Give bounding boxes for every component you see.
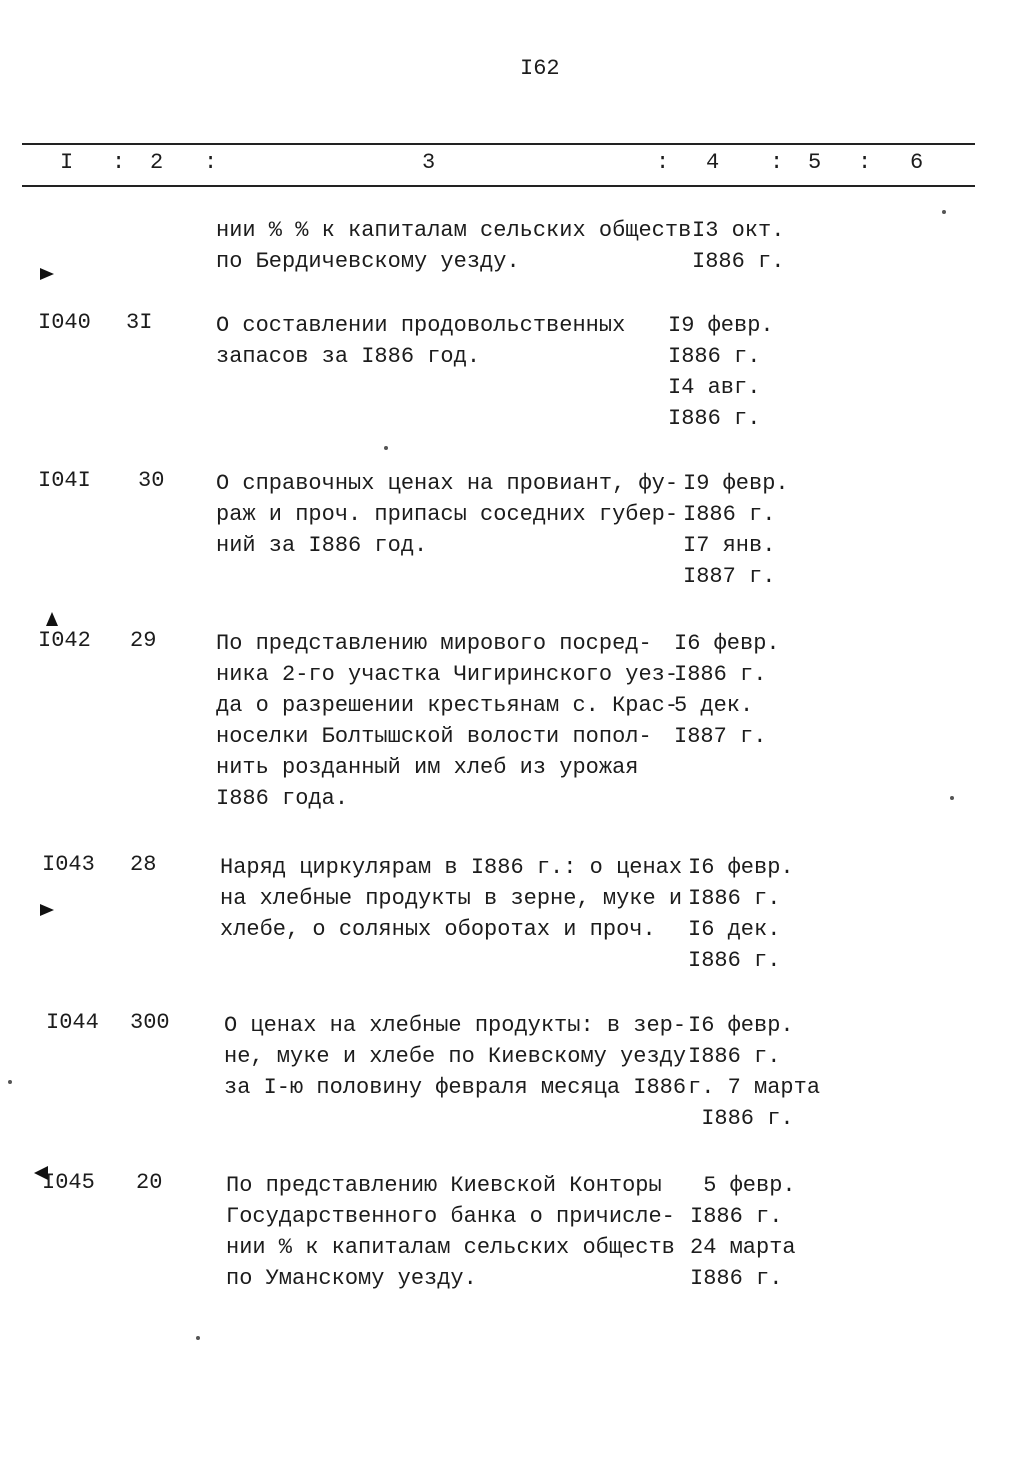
record-dates bbox=[690, 1170, 850, 1294]
margin-mark bbox=[40, 268, 54, 280]
description-line: По представлению мирового посред- bbox=[216, 631, 652, 656]
column-header-5: 5 bbox=[808, 150, 822, 175]
margin-mark bbox=[46, 612, 58, 626]
description-line: нии % % к капиталам сельских обществ bbox=[216, 218, 692, 243]
date-line: I886 г. bbox=[688, 886, 781, 911]
record-number: I045 bbox=[42, 1170, 95, 1195]
record-number: I044 bbox=[46, 1010, 99, 1035]
record-dates bbox=[692, 215, 852, 277]
record-description bbox=[216, 310, 686, 372]
scan-speck bbox=[196, 1336, 200, 1340]
description-line: О составлении продовольственных bbox=[216, 313, 626, 338]
description-line: О ценах на хлебные продукты: в зер- bbox=[224, 1013, 687, 1038]
column-separator: : bbox=[770, 150, 784, 175]
column-header-4: 4 bbox=[706, 150, 720, 175]
description-line: да о разрешении крестьянам с. Крас- bbox=[216, 693, 679, 718]
scan-speck bbox=[8, 1080, 12, 1084]
column-separator: : bbox=[204, 150, 218, 175]
record-description bbox=[216, 468, 686, 561]
description-line: ника 2-го участка Чигиринского уез- bbox=[216, 662, 679, 687]
description-line: Государственного банка о причисле- bbox=[226, 1204, 675, 1229]
date-line: I886 г. bbox=[668, 406, 761, 431]
scan-speck bbox=[384, 446, 388, 450]
date-line: I886 г. bbox=[690, 1266, 783, 1291]
description-line: не, муке и хлебе по Киевскому уезду bbox=[224, 1044, 687, 1069]
date-line: I886 г. bbox=[688, 948, 781, 973]
description-line: по Бердичевскому уезду. bbox=[216, 249, 520, 274]
record-number: I040 bbox=[38, 310, 91, 335]
date-line: г. 7 марта bbox=[688, 1075, 821, 1100]
description-line: носелки Болтышской волости попол- bbox=[216, 724, 652, 749]
date-line: I886 г. bbox=[688, 1044, 781, 1069]
record-sheet-count: 3I bbox=[126, 310, 153, 335]
description-line: хлебе, о соляных оборотах и проч. bbox=[220, 917, 656, 942]
record-number: I042 bbox=[38, 628, 91, 653]
column-separator: : bbox=[858, 150, 872, 175]
date-line: I6 февр. bbox=[688, 1013, 794, 1038]
record-dates bbox=[674, 628, 834, 752]
date-line: I886 г. bbox=[690, 1204, 783, 1229]
column-header-6: 6 bbox=[910, 150, 924, 175]
description-line: нить розданный им хлеб из урожая bbox=[216, 755, 639, 780]
date-line: I886 г. bbox=[692, 249, 785, 274]
record-description bbox=[224, 1010, 694, 1103]
column-header-1: I bbox=[60, 150, 74, 175]
column-separator: : bbox=[656, 150, 670, 175]
description-line: По представлению Киевской Конторы bbox=[226, 1173, 662, 1198]
description-line: О справочных ценах на провиант, фу- bbox=[216, 471, 679, 496]
page-number: I62 bbox=[520, 56, 560, 81]
record-dates bbox=[688, 1010, 848, 1134]
date-line: I9 февр. bbox=[668, 313, 774, 338]
header-rule-top bbox=[22, 143, 975, 145]
description-line: запасов за I886 год. bbox=[216, 344, 481, 369]
record-sheet-count: 30 bbox=[138, 468, 165, 493]
column-header-2: 2 bbox=[150, 150, 164, 175]
record-description bbox=[226, 1170, 696, 1294]
record-sheet-count: 20 bbox=[136, 1170, 163, 1195]
date-line: I9 февр. bbox=[683, 471, 789, 496]
description-line: Наряд циркулярам в I886 г.: о ценах bbox=[220, 855, 683, 880]
date-line: I6 февр. bbox=[674, 631, 780, 656]
date-line: I4 авг. bbox=[668, 375, 761, 400]
description-line: на хлебные продукты в зерне, муке и bbox=[220, 886, 683, 911]
record-dates bbox=[683, 468, 843, 592]
date-line: I886 г. bbox=[683, 502, 776, 527]
record-dates bbox=[688, 852, 848, 976]
date-line: I887 г. bbox=[683, 564, 776, 589]
column-header-3: 3 bbox=[422, 150, 436, 175]
date-line: I886 г. bbox=[688, 1106, 794, 1131]
scan-speck bbox=[950, 796, 954, 800]
record-sheet-count: 300 bbox=[130, 1010, 170, 1035]
record-number: I043 bbox=[42, 852, 95, 877]
date-line: 5 дек. bbox=[674, 693, 754, 718]
margin-mark bbox=[40, 904, 54, 916]
record-sheet-count: 29 bbox=[130, 628, 157, 653]
record-description bbox=[216, 215, 692, 277]
header-rule-bottom bbox=[22, 185, 975, 187]
record-dates bbox=[668, 310, 828, 434]
date-line: I3 окт. bbox=[692, 218, 785, 243]
column-separator: : bbox=[112, 150, 126, 175]
date-line: I6 февр. bbox=[688, 855, 794, 880]
date-line: I887 г. bbox=[674, 724, 767, 749]
record-description bbox=[220, 852, 690, 945]
date-line: I886 г. bbox=[668, 344, 761, 369]
date-line: 5 февр. bbox=[690, 1173, 796, 1198]
description-line: раж и проч. припасы соседних губер- bbox=[216, 502, 679, 527]
record-sheet-count: 28 bbox=[130, 852, 157, 877]
date-line: I886 г. bbox=[674, 662, 767, 687]
description-line: по Уманскому уезду. bbox=[226, 1266, 477, 1291]
description-line: нии % к капиталам сельских обществ bbox=[226, 1235, 675, 1260]
record-number: I04I bbox=[38, 468, 91, 493]
description-line: за I-ю половину февраля месяца I886 bbox=[224, 1075, 687, 1100]
description-line: ний за I886 год. bbox=[216, 533, 428, 558]
scan-speck bbox=[942, 210, 946, 214]
margin-mark bbox=[34, 1166, 48, 1180]
date-line: 24 марта bbox=[690, 1235, 796, 1260]
date-line: I7 янв. bbox=[683, 533, 776, 558]
record-description bbox=[216, 628, 686, 814]
date-line: I6 дек. bbox=[688, 917, 781, 942]
description-line: I886 года. bbox=[216, 786, 349, 811]
